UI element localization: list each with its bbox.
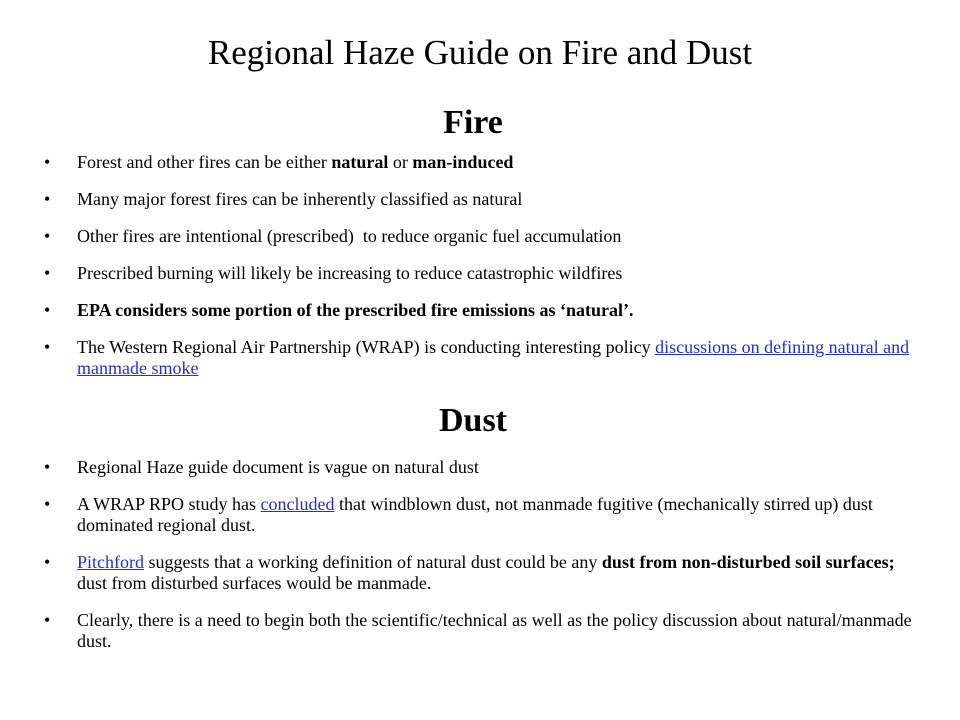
list-item [44, 226, 914, 247]
item-bold-text: EPA considers some portion of the prescribed fire emissions as ‘natural’. [77, 300, 634, 320]
fire-bullet-list [44, 152, 914, 395]
bullet-icon: • [44, 552, 51, 572]
list-item [44, 494, 914, 536]
dust-heading: Dust [438, 402, 508, 439]
item-text: Forest and other fires can be either [77, 152, 332, 172]
dust-bullet-list [44, 457, 914, 668]
list-item [44, 263, 914, 284]
bullet-icon: • [44, 152, 51, 172]
item-text: Prescribed burning will likely be increasing to reduce catastrophic wildfires [77, 263, 623, 283]
item-text: A WRAP RPO study has [77, 494, 261, 514]
list-item [44, 552, 914, 594]
bullet-icon: • [44, 189, 51, 209]
item-text: dust from disturbed surfaces would be manmade. [77, 573, 432, 593]
concluded-link[interactable]: concluded [260, 494, 335, 514]
item-text: or [388, 152, 413, 172]
item-text: that windblown dust, not manmade fugitive (mechanically stirred up) dust dominated regional dust. [77, 494, 873, 535]
bullet-icon: • [44, 263, 51, 283]
item-text: Clearly, there is a need to begin both the scientific/technical as well as the policy discussion about natural/manmade dust. [77, 610, 912, 651]
fire-heading: Fire [443, 104, 503, 141]
list-item [44, 457, 914, 478]
smoke-discussion-link[interactable]: discussions on defining natural and manmade smoke [77, 337, 910, 378]
item-text: Many major forest fires can be inherently classified as natural [77, 189, 523, 209]
item-text: Other fires are intentional (prescribed) to reduce organic fuel accumulation [77, 226, 622, 246]
bullet-icon: • [44, 337, 51, 357]
item-bold-text: natural [331, 152, 389, 172]
list-item [44, 189, 914, 210]
pitchford-link[interactable]: Pitchford [77, 552, 144, 572]
bullet-icon: • [44, 226, 51, 246]
bullet-icon: • [44, 494, 51, 514]
list-item [44, 152, 914, 173]
bullet-icon: • [44, 610, 51, 630]
list-item [44, 610, 914, 652]
item-text: Regional Haze guide document is vague on natural dust [77, 457, 479, 477]
item-bold-text: dust from non-disturbed soil surfaces; [601, 552, 895, 572]
list-item [44, 300, 914, 321]
slide-title: Regional Haze Guide on Fire and Dust [207, 33, 753, 72]
item-text: suggests that a working definition of natural dust could be any [144, 552, 602, 572]
bullet-icon: • [44, 300, 51, 320]
bullet-icon: • [44, 457, 51, 477]
list-item [44, 337, 914, 379]
item-text: The Western Regional Air Partnership (WRAP) is conducting interesting policy [77, 337, 656, 357]
item-bold-text: man-induced [412, 152, 514, 172]
